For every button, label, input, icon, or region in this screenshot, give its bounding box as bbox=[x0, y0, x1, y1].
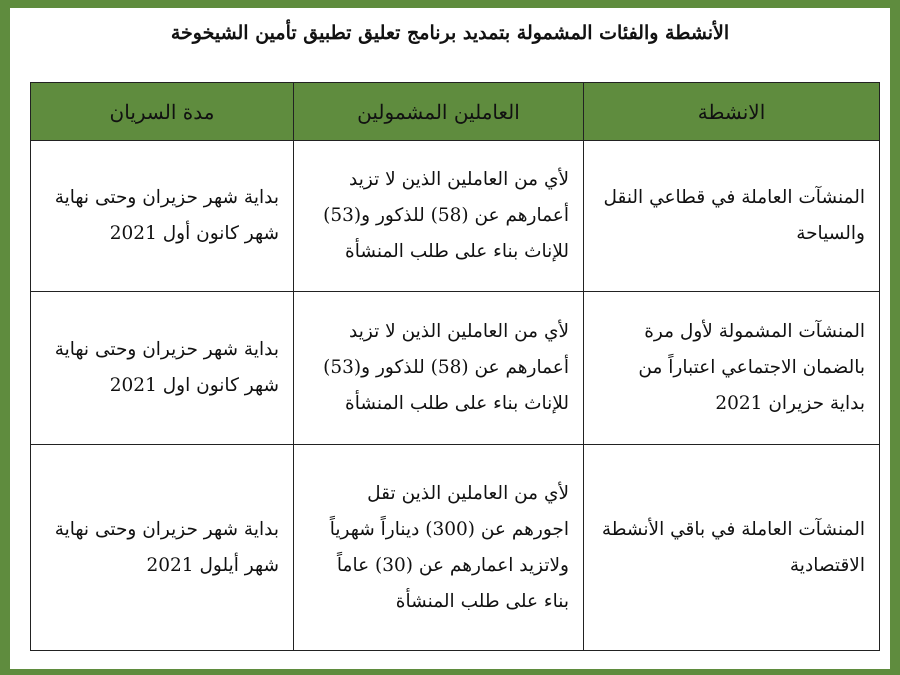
duration-cell bbox=[31, 141, 294, 292]
activity-cell bbox=[584, 292, 880, 445]
table-row bbox=[31, 445, 880, 651]
workers-cell bbox=[294, 445, 584, 651]
duration-text: بداية شهر حزيران وحتى نهاية شهر أيلول 2021 bbox=[54, 518, 279, 576]
page-title: الأنشطة والفئات المشمولة بتمديد برنامج تعليق تطبيق تأمين الشيخوخة bbox=[170, 22, 730, 44]
workers-text: لأي من العاملين الذين لا تزيد أعمارهم عن (58) للذكور و(53) للإناث بناء على طلب المنشأة bbox=[323, 321, 569, 414]
duration-text: بداية شهر حزيران وحتى نهاية شهر كانون اول 2021 bbox=[54, 339, 279, 396]
header-activities: الانشطة bbox=[584, 83, 880, 141]
workers-cell bbox=[294, 141, 584, 292]
table-row bbox=[31, 141, 880, 292]
table-header-row bbox=[31, 83, 880, 141]
duration-text: بداية شهر حزيران وحتى نهاية شهر كانون أول 2021 bbox=[54, 187, 279, 244]
activity-text: المنشآت المشمولة لأول مرة بالضمان الاجتماعي اعتباراً من بداية حزيران 2021 bbox=[638, 321, 865, 414]
activity-cell bbox=[584, 141, 880, 292]
duration-cell bbox=[31, 292, 294, 445]
activity-text: المنشآت العاملة في باقي الأنشطة الاقتصادية bbox=[601, 518, 865, 576]
coverage-table bbox=[30, 82, 880, 651]
table-row bbox=[31, 292, 880, 445]
activity-cell bbox=[584, 445, 880, 651]
workers-cell bbox=[294, 292, 584, 445]
workers-text: لأي من العاملين الذين لا تزيد أعمارهم عن (58) للذكور و(53) للإناث بناء على طلب المنشأة bbox=[323, 169, 569, 262]
header-validity-period: مدة السريان bbox=[31, 83, 294, 141]
document-panel bbox=[10, 8, 890, 669]
activity-text: المنشآت العاملة في قطاعي النقل والسياحة bbox=[603, 187, 865, 244]
workers-text: لأي من العاملين الذين تقل اجورهم عن (300) ديناراً شهرياً ولاتزيد اعمارهم عن (30) عاماً بناء على طلب المنشأة bbox=[329, 482, 569, 612]
duration-cell bbox=[31, 445, 294, 651]
header-covered-workers: العاملين المشمولين bbox=[294, 83, 584, 141]
